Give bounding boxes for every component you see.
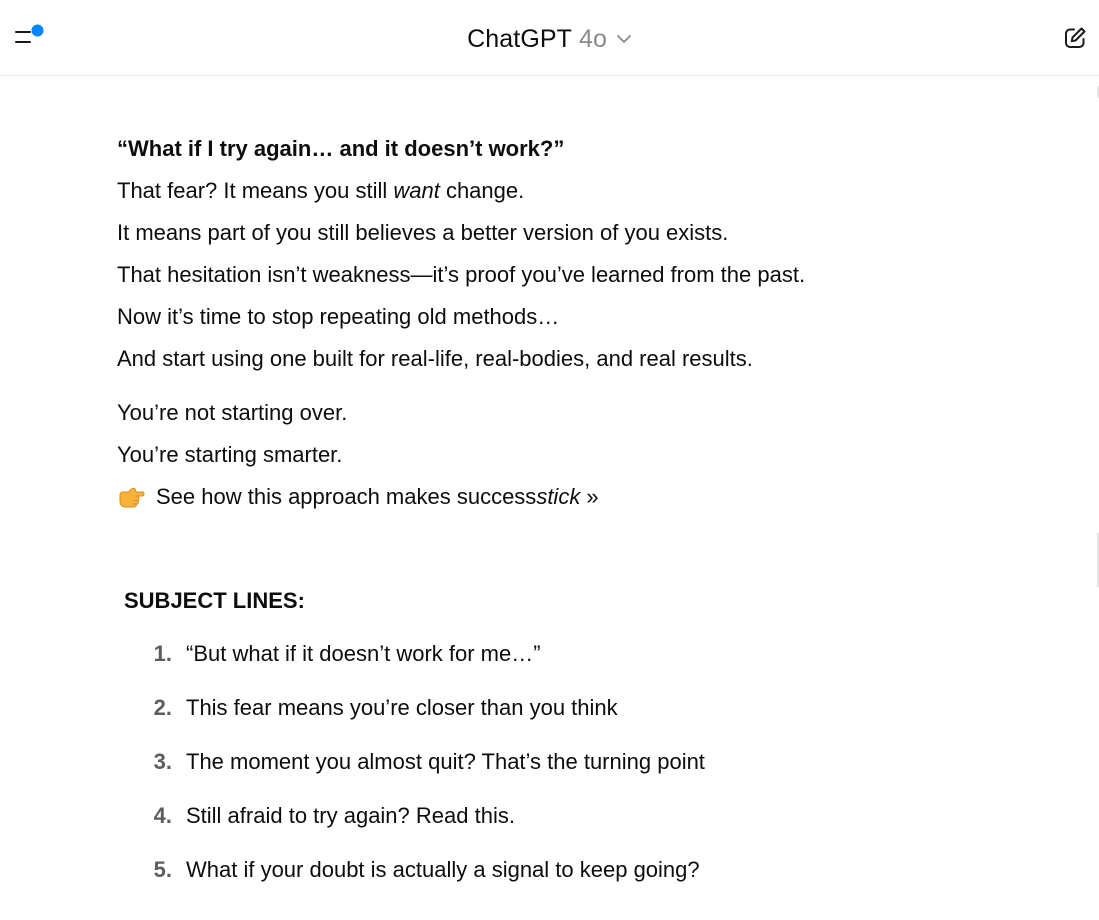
list-number: 5. [153,857,172,882]
pointing-hand-icon [117,483,145,511]
list-number: 1. [153,641,172,666]
subject-lines-heading: SUBJECT LINES: [124,588,305,613]
cta-arrow: » [580,484,599,509]
model-name: ChatGPT [467,24,573,53]
list-number: 2. [153,695,172,720]
message-quote: “What if I try again… and it doesn’t work?” [117,136,565,161]
message-line-7: You’re starting smarter. [117,442,343,467]
compose-icon [1061,24,1089,52]
list-item [124,636,705,690]
emphasis-want: want [393,178,440,203]
chevron-down-icon [616,31,632,47]
list-number: 3. [153,749,172,774]
model-version: 4o [579,24,607,53]
message-line-3: That hesitation isn’t weakness—it’s proof you’ve learned from the past. [117,262,806,287]
subject-line-text: What if your doubt is actually a signal to keep going? [186,857,700,882]
message-line-4: Now it’s time to stop repeating old methods… [117,304,560,329]
assistant-message [117,128,1017,518]
message-line-6: You’re not starting over. [117,400,348,425]
message-line-5: And start using one built for real-life, real-bodies, and real results. [117,346,753,371]
top-bar [0,0,1099,76]
new-chat-button[interactable] [1061,24,1089,52]
subject-line-text: This fear means you’re closer than you think [186,695,618,720]
sidebar-toggle-button[interactable] [13,22,47,50]
list-item [124,798,705,852]
subject-lines-list [124,636,705,906]
cta-line[interactable] [117,476,1017,518]
cta-text-start: See how this approach makes success [156,484,537,509]
emphasis-stick: stick [536,484,581,509]
subject-line-text: Still afraid to try again? Read this. [186,803,515,828]
sidebar-menu-icon [13,22,47,50]
message-line-2: It means part of you still believes a better version of you exists. [117,220,729,245]
list-item [124,690,705,744]
list-item [124,744,705,798]
message-line-1: That fear? It means you still want change. [117,178,525,203]
list-item [124,852,705,906]
subject-line-text: “But what if it doesn’t work for me…” [186,641,541,666]
model-switcher-button[interactable] [461,23,638,56]
subject-line-text: The moment you almost quit? That’s the turning point [186,749,705,774]
model-switcher-wrap [0,22,1099,56]
paragraph-gap [117,380,1017,392]
notification-dot-icon [32,25,44,37]
list-number: 4. [153,803,172,828]
